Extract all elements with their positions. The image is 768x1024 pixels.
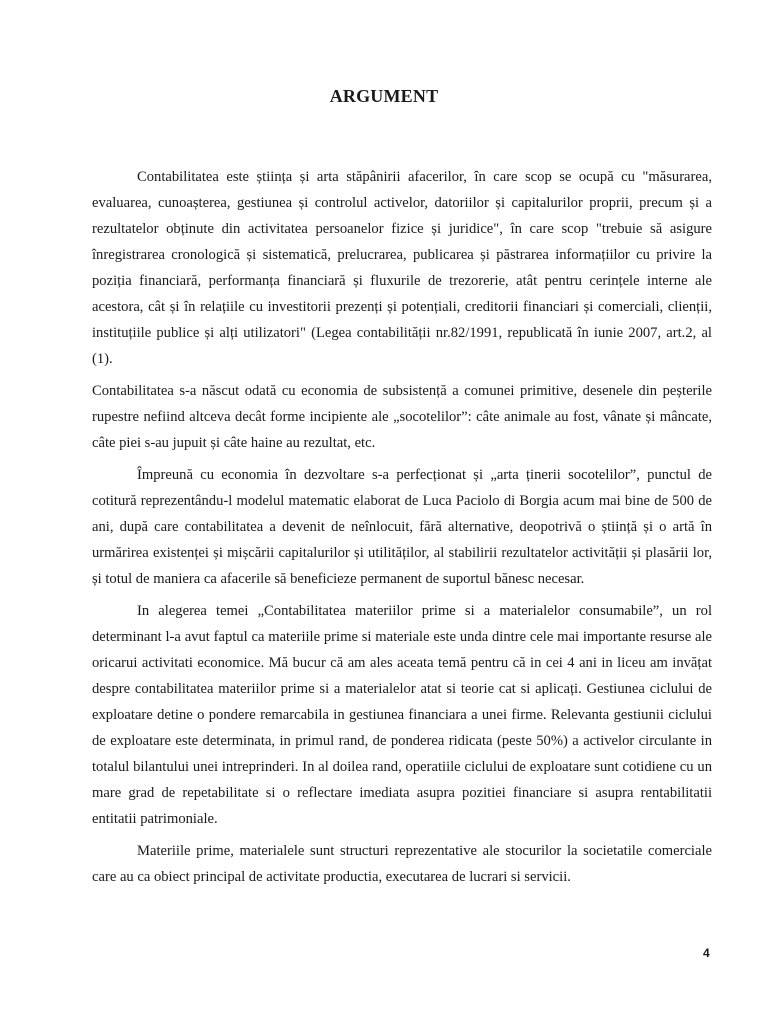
page-number: 4: [703, 946, 710, 960]
paragraph-topic-choice: In alegerea temei „Contabilitatea materiilor prime si a materialelor consumabile”, un rol determinant l-a avut faptul ca materiile prime si materiale este unda dintre cele mai importante resurse ale oricarui activitati economice. Mă bucur că am ales aceata temă pentru că in cei 4 ani in liceu am invățat despre contabilitatea materiilor prime si a materialelor atat si teorie cat si aplicați. Gestiunea ciclului de exploatare detine o pondere remarcabila in gestiunea financiara a unei firme. Relevanta gestiunii ciclului de exploatare este determinata, in primul rand, de ponderea ridicata (peste 50%) a activelor circulante in totalul bilantului unei intreprinderi. In al doilea rand, operatiile ciclului de exploatare sunt cotidiene cu un mare grad de repetabilitate si o reflectare imediata asupra pozitiei financiare si asupra rentabilitatii entitatii patrimoniale.: [92, 603, 712, 827]
page-title: ARGUMENT: [329, 86, 439, 106]
paragraph-definition: Contabilitatea este știința și arta stăpânirii afacerilor, în care scop se ocupă cu "măsurarea, evaluarea, cunoașterea, gestiunea și controlul activelor, datoriilor și capitalurilor proprii, precum și a rezultatelor obținute din activitatea persoanelor fizice și juridice", în care scop "trebuie să asigure înregistrarea cronologică și sistematică, prelucrarea, publicarea și păstrarea informațiilor cu privire la poziția financiară, performanța financiară și fluxurile de trezorerie, atât pentru cerințele interne ale acestora, cât și în relațiile cu investitorii prezenți și potențiali, creditorii financiari și comerciali, clienții, instituțiile publice și alți utilizatori" (Legea contabilității nr.82/1991, republicată în iunie 2007, art.2, al (1).: [92, 169, 712, 367]
paragraph-materials: Materiile prime, materialele sunt structuri reprezentative ale stocurilor la societatile comerciale care au ca obiect principal de activitate productia, executarea de lucrari si servicii.: [92, 843, 712, 885]
body-text: [92, 164, 712, 896]
paragraph-evolution: Împreună cu economia în dezvoltare s-a perfecționat și „arta ținerii socotelilor”, punctul de cotitură reprezentându-l modelul matematic elaborat de Luca Paciolo di Borgia acum mai bine de 500 de ani, după care contabilitatea a devenit de neînlocuit, fără alternative, deopotrivă o știință și o artă în urmărirea existenței și mișcării capitalurilor și utilităților, al stabilirii rezultatelor activității și plasării lor, și totul de maniera ca afacerile să beneficieze permanent de suportul bănesc necesar.: [92, 467, 712, 587]
paragraph-origins: Contabilitatea s-a născut odată cu economia de subsistență a comunei primitive, desenele din peșterile rupestre nefiind altceva decât forme incipiente ale „socotelilor”: câte animale au fost, vânate și mâncate, câte piei s-au jupuit și câte haine au rezultat, etc.: [92, 383, 712, 451]
